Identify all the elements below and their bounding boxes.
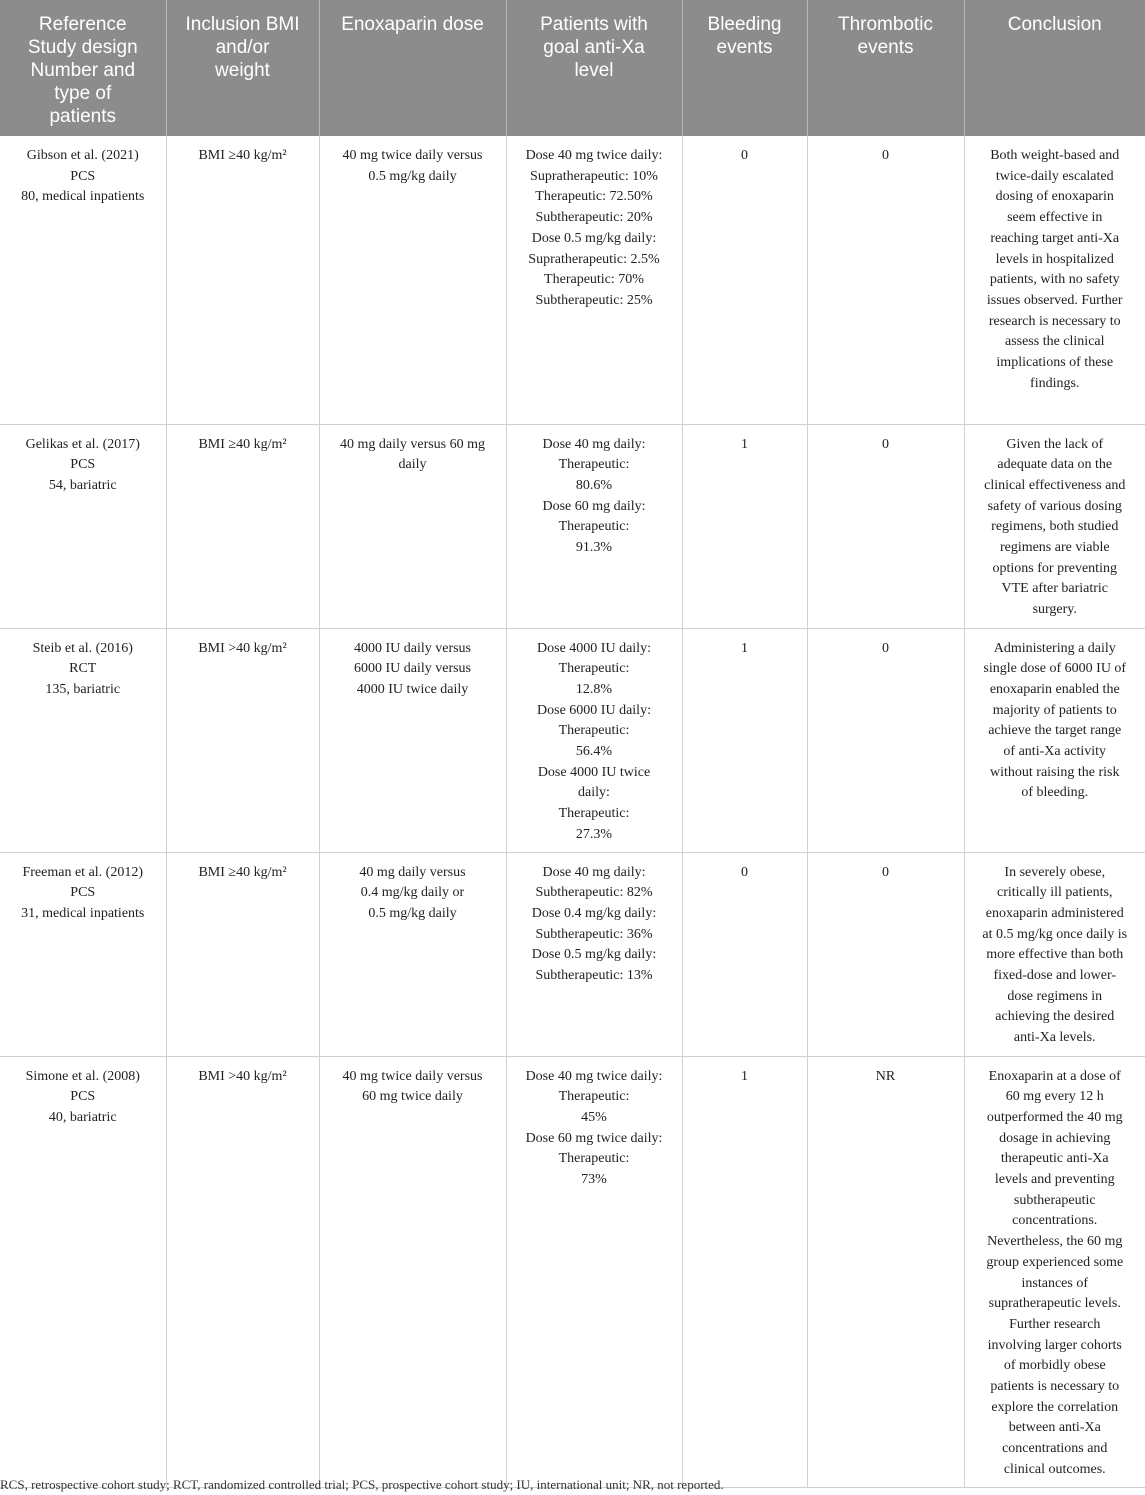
cell-line: Enoxaparin at a dose of — [988, 1068, 1121, 1084]
cell-line: Nevertheless, the 60 mg — [987, 1234, 1123, 1250]
cell-line: Further research — [1009, 1316, 1101, 1332]
cell-line: Reference — [38, 14, 127, 35]
cell-line: Dose 40 mg twice daily: — [525, 148, 663, 163]
header-dose — [319, 0, 506, 136]
cell-line: Bleeding — [707, 14, 782, 35]
dose-cell — [319, 852, 506, 1056]
conclusion-cell — [964, 628, 1145, 852]
cell-line: 54, bariatric — [48, 477, 117, 493]
cell-line: reaching target anti-Xa — [990, 230, 1120, 246]
cell-line: Subtherapeutic: 36% — [535, 926, 653, 942]
cell-line: PCS — [70, 457, 96, 473]
cell-line: levels and preventing — [994, 1172, 1115, 1188]
header-conclusion — [964, 0, 1145, 136]
cell-line: 12.8% — [575, 681, 613, 697]
cell-line: 73% — [581, 1172, 607, 1188]
cell-line: Both weight-based and — [990, 148, 1120, 163]
cell-line: 40 mg daily versus 60 mg — [339, 436, 486, 452]
bleeding-cell: 0 — [682, 136, 807, 424]
cell-line: Therapeutic: 72.50% — [535, 189, 653, 205]
cell-line: Dose 0.5 mg/kg daily: — [531, 947, 657, 963]
cell-line: events — [716, 37, 773, 58]
bleeding-cell: 0 — [682, 852, 807, 1056]
cell-line: Dose 40 mg daily: — [542, 436, 646, 452]
cell-line: instances of — [1021, 1275, 1088, 1291]
inclusion-cell — [166, 852, 319, 1056]
goal-cell — [506, 852, 682, 1056]
dose-cell — [319, 628, 506, 852]
cell-line: 40, bariatric — [48, 1109, 117, 1125]
cell-line: research is necessary to — [988, 313, 1121, 329]
cell-line: patients, with no safety — [989, 272, 1120, 288]
cell-line: findings. — [1030, 375, 1080, 391]
cell-line: clinical outcomes. — [1003, 1461, 1106, 1477]
goal-cell — [506, 136, 682, 424]
cell-line: Simone et al. (2008) — [25, 1068, 140, 1084]
cell-line: Dose 40 mg twice daily: — [525, 1068, 663, 1084]
cell-line: BMI ≥40 kg/m² — [198, 436, 287, 452]
header-row — [0, 0, 1145, 136]
cell-line: regimens are viable — [999, 540, 1110, 556]
cell-line: anti-Xa levels. — [1013, 1030, 1096, 1046]
cell-line: Inclusion BMI — [185, 14, 300, 35]
cell-line: Steib et al. (2016) — [32, 640, 133, 656]
cell-line: options for preventing — [992, 560, 1117, 576]
cell-line: 60 mg every 12 h — [1005, 1089, 1104, 1105]
cell-line: level — [574, 60, 614, 81]
table-row — [0, 628, 1145, 852]
header-reference — [0, 0, 166, 136]
cell-line: fixed-dose and lower- — [993, 968, 1117, 984]
cell-line: 0.5 mg/kg daily — [368, 168, 457, 184]
cell-line: In severely obese, — [1004, 864, 1106, 880]
cell-line: group experienced some — [986, 1254, 1124, 1270]
cell-line: Dose 4000 IU twice — [537, 764, 651, 780]
cell-line: 60 mg twice daily — [362, 1089, 463, 1105]
cell-line: 6000 IU daily versus — [353, 661, 472, 677]
header-bleeding — [682, 0, 807, 136]
cell-line: Conclusion — [1007, 14, 1102, 35]
cell-line: 45% — [581, 1109, 607, 1125]
goal-cell — [506, 424, 682, 628]
cell-line: surgery. — [1032, 602, 1077, 618]
cell-line: PCS — [70, 1089, 96, 1105]
cell-line: clinical effectiveness and — [984, 477, 1126, 493]
cell-line: critically ill patients, — [997, 885, 1113, 901]
cell-line: therapeutic anti-Xa — [1000, 1151, 1109, 1167]
cell-line: BMI ≥40 kg/m² — [198, 148, 287, 163]
table-row — [0, 852, 1145, 1056]
cell-line: issues observed. Further — [986, 292, 1123, 308]
cell-line: Dose 60 mg daily: — [542, 498, 646, 514]
cell-line: BMI >40 kg/m² — [198, 640, 287, 656]
cell-line: Dose 0.4 mg/kg daily: — [531, 905, 657, 921]
conclusion-cell — [964, 852, 1145, 1056]
table-footnote: RCS, retrospective cohort study; RCT, randomized controlled trial; PCS, prospective cohort study; IU, international unit; NR, not reported. — [0, 1477, 724, 1492]
cell-line: dose regimens in — [1007, 988, 1103, 1004]
table-row — [0, 424, 1145, 628]
cell-line: explore the correlation — [991, 1399, 1119, 1415]
cell-line: dosage in achieving — [999, 1130, 1111, 1146]
cell-line: 27.3% — [575, 826, 613, 842]
cell-line: 4000 IU daily versus — [353, 640, 472, 656]
cell-line: of bleeding. — [1021, 785, 1089, 801]
cell-line: enoxaparin enabled the — [989, 681, 1120, 697]
cell-line: Therapeutic: — [558, 1089, 630, 1105]
cell-line: PCS — [70, 885, 96, 901]
cell-line: of anti-Xa activity — [1003, 744, 1107, 760]
cell-line: Thrombotic — [837, 14, 934, 35]
cell-line: implications of these — [996, 355, 1114, 371]
cell-line: RCT — [69, 661, 97, 677]
conclusion-cell — [964, 424, 1145, 628]
cell-line: patients is necessary to — [990, 1379, 1120, 1395]
cell-line: Therapeutic: — [558, 661, 630, 677]
cell-line: Given the lack of — [1006, 436, 1104, 452]
cell-line: 135, bariatric — [45, 681, 121, 697]
thrombotic-cell: 0 — [807, 852, 964, 1056]
reference-cell — [0, 628, 166, 852]
header-inclusion — [166, 0, 319, 136]
cell-line: of morbidly obese — [1003, 1358, 1106, 1374]
cell-line: subtherapeutic — [1013, 1192, 1096, 1208]
cell-line: Gibson et al. (2021) — [26, 148, 139, 163]
header-thrombotic — [807, 0, 964, 136]
cell-line: Dose 60 mg twice daily: — [525, 1130, 663, 1146]
thrombotic-cell: 0 — [807, 628, 964, 852]
cell-line: Supratherapeutic: 2.5% — [528, 251, 660, 267]
cell-line: twice-daily escalated — [995, 168, 1114, 184]
cell-line: Dose 6000 IU daily: — [537, 702, 651, 718]
cell-line: concentrations and — [1002, 1441, 1108, 1457]
cell-line: Subtherapeutic: 82% — [535, 885, 653, 901]
dose-cell — [319, 1056, 506, 1487]
cell-line: adequate data on the — [997, 457, 1113, 473]
cell-line: patients — [49, 106, 117, 127]
cell-line: 40 mg daily versus — [359, 864, 466, 880]
thrombotic-cell: 0 — [807, 136, 964, 424]
table-row — [0, 1056, 1145, 1487]
cell-line: Study design — [27, 37, 138, 58]
cell-line: 56.4% — [575, 744, 613, 760]
cell-line: enoxaparin administered — [985, 905, 1124, 921]
inclusion-cell — [166, 136, 319, 424]
bleeding-cell: 1 — [682, 1056, 807, 1487]
cell-line: 40 mg twice daily versus — [342, 1068, 483, 1084]
thrombotic-cell: NR — [807, 1056, 964, 1487]
bleeding-cell: 1 — [682, 424, 807, 628]
cell-line: BMI ≥40 kg/m² — [198, 864, 287, 880]
cell-line: Therapeutic: 70% — [544, 272, 644, 288]
cell-line: achieving the desired — [995, 1009, 1115, 1025]
cell-line: Therapeutic: — [558, 1151, 630, 1167]
cell-line: between anti-Xa — [1008, 1420, 1101, 1436]
cell-line: 0.5 mg/kg daily — [368, 905, 457, 921]
cell-line: 31, medical inpatients — [21, 905, 145, 921]
cell-line: daily: — [578, 785, 610, 801]
cell-line: events — [857, 37, 914, 58]
cell-line: concentrations. — [1012, 1213, 1098, 1229]
dose-cell — [319, 424, 506, 628]
cell-line: levels in hospitalized — [995, 251, 1114, 267]
goal-cell — [506, 1056, 682, 1487]
cell-line: seem effective in — [1007, 210, 1103, 226]
reference-cell — [0, 1056, 166, 1487]
cell-line: Therapeutic: — [558, 806, 630, 822]
cell-line: Patients with — [540, 14, 648, 35]
cell-line: VTE after bariatric — [1001, 581, 1108, 597]
cell-line: daily — [398, 457, 427, 473]
cell-line: 91.3% — [575, 540, 613, 556]
cell-line: PCS — [70, 168, 96, 184]
goal-cell — [506, 628, 682, 852]
cell-line: Therapeutic: — [558, 519, 630, 535]
cell-line: Subtherapeutic: 13% — [535, 968, 653, 984]
cell-line: safety of various dosing — [987, 498, 1122, 514]
table-row — [0, 136, 1145, 424]
cell-line: Therapeutic: — [558, 723, 630, 739]
reference-cell — [0, 852, 166, 1056]
cell-line: Enoxaparin dose — [341, 14, 484, 35]
cell-line: Subtherapeutic: 20% — [535, 210, 653, 226]
cell-line: Subtherapeutic: 25% — [535, 292, 653, 308]
cell-line: supratherapeutic levels. — [988, 1296, 1121, 1312]
cell-line: Dose 4000 IU daily: — [537, 640, 651, 656]
inclusion-cell — [166, 628, 319, 852]
cell-line: dosing of enoxaparin — [995, 189, 1114, 205]
cell-line: Therapeutic: — [558, 457, 630, 473]
cell-line: without raising the risk — [990, 764, 1120, 780]
cell-line: Dose 40 mg daily: — [542, 864, 646, 880]
cell-line: outperformed the 40 mg — [986, 1109, 1123, 1125]
cell-line: 40 mg twice daily versus — [342, 148, 483, 163]
cell-line: more effective than both — [986, 947, 1124, 963]
cell-line: BMI >40 kg/m² — [198, 1068, 287, 1084]
cell-line: goal anti-Xa — [543, 37, 645, 58]
bleeding-cell: 1 — [682, 628, 807, 852]
reference-cell — [0, 424, 166, 628]
cell-line: involving larger cohorts — [987, 1337, 1122, 1353]
cell-line: Administering a daily — [993, 640, 1116, 656]
cell-line: Dose 0.5 mg/kg daily: — [531, 230, 657, 246]
conclusion-cell — [964, 1056, 1145, 1487]
cell-line: achieve the target range — [988, 723, 1122, 739]
cell-line: 4000 IU twice daily — [356, 681, 469, 697]
conclusion-cell — [964, 136, 1145, 424]
cell-line: type of — [54, 83, 112, 104]
inclusion-cell — [166, 424, 319, 628]
cell-line: at 0.5 mg/kg once daily is — [982, 926, 1128, 942]
cell-line: and/or — [215, 37, 270, 58]
reference-cell — [0, 136, 166, 424]
dose-cell — [319, 136, 506, 424]
cell-line: regimens, both studied — [991, 519, 1119, 535]
cell-line: 0.4 mg/kg daily or — [360, 885, 465, 901]
cell-line: single dose of 6000 IU of — [983, 661, 1127, 677]
cell-line: majority of patients to — [992, 702, 1117, 718]
cell-line: assess the clinical — [1004, 334, 1105, 350]
cell-line: Supratherapeutic: 10% — [530, 168, 658, 184]
cell-line: weight — [215, 60, 270, 81]
thrombotic-cell: 0 — [807, 424, 964, 628]
cell-line: Freeman et al. (2012) — [22, 864, 143, 880]
cell-line: Gelikas et al. (2017) — [25, 436, 140, 452]
cell-line: 80.6% — [575, 477, 613, 493]
cell-line: 80, medical inpatients — [21, 189, 145, 205]
inclusion-cell — [166, 1056, 319, 1487]
header-goal-anti-xa — [506, 0, 682, 136]
cell-line: Number and — [30, 60, 136, 81]
